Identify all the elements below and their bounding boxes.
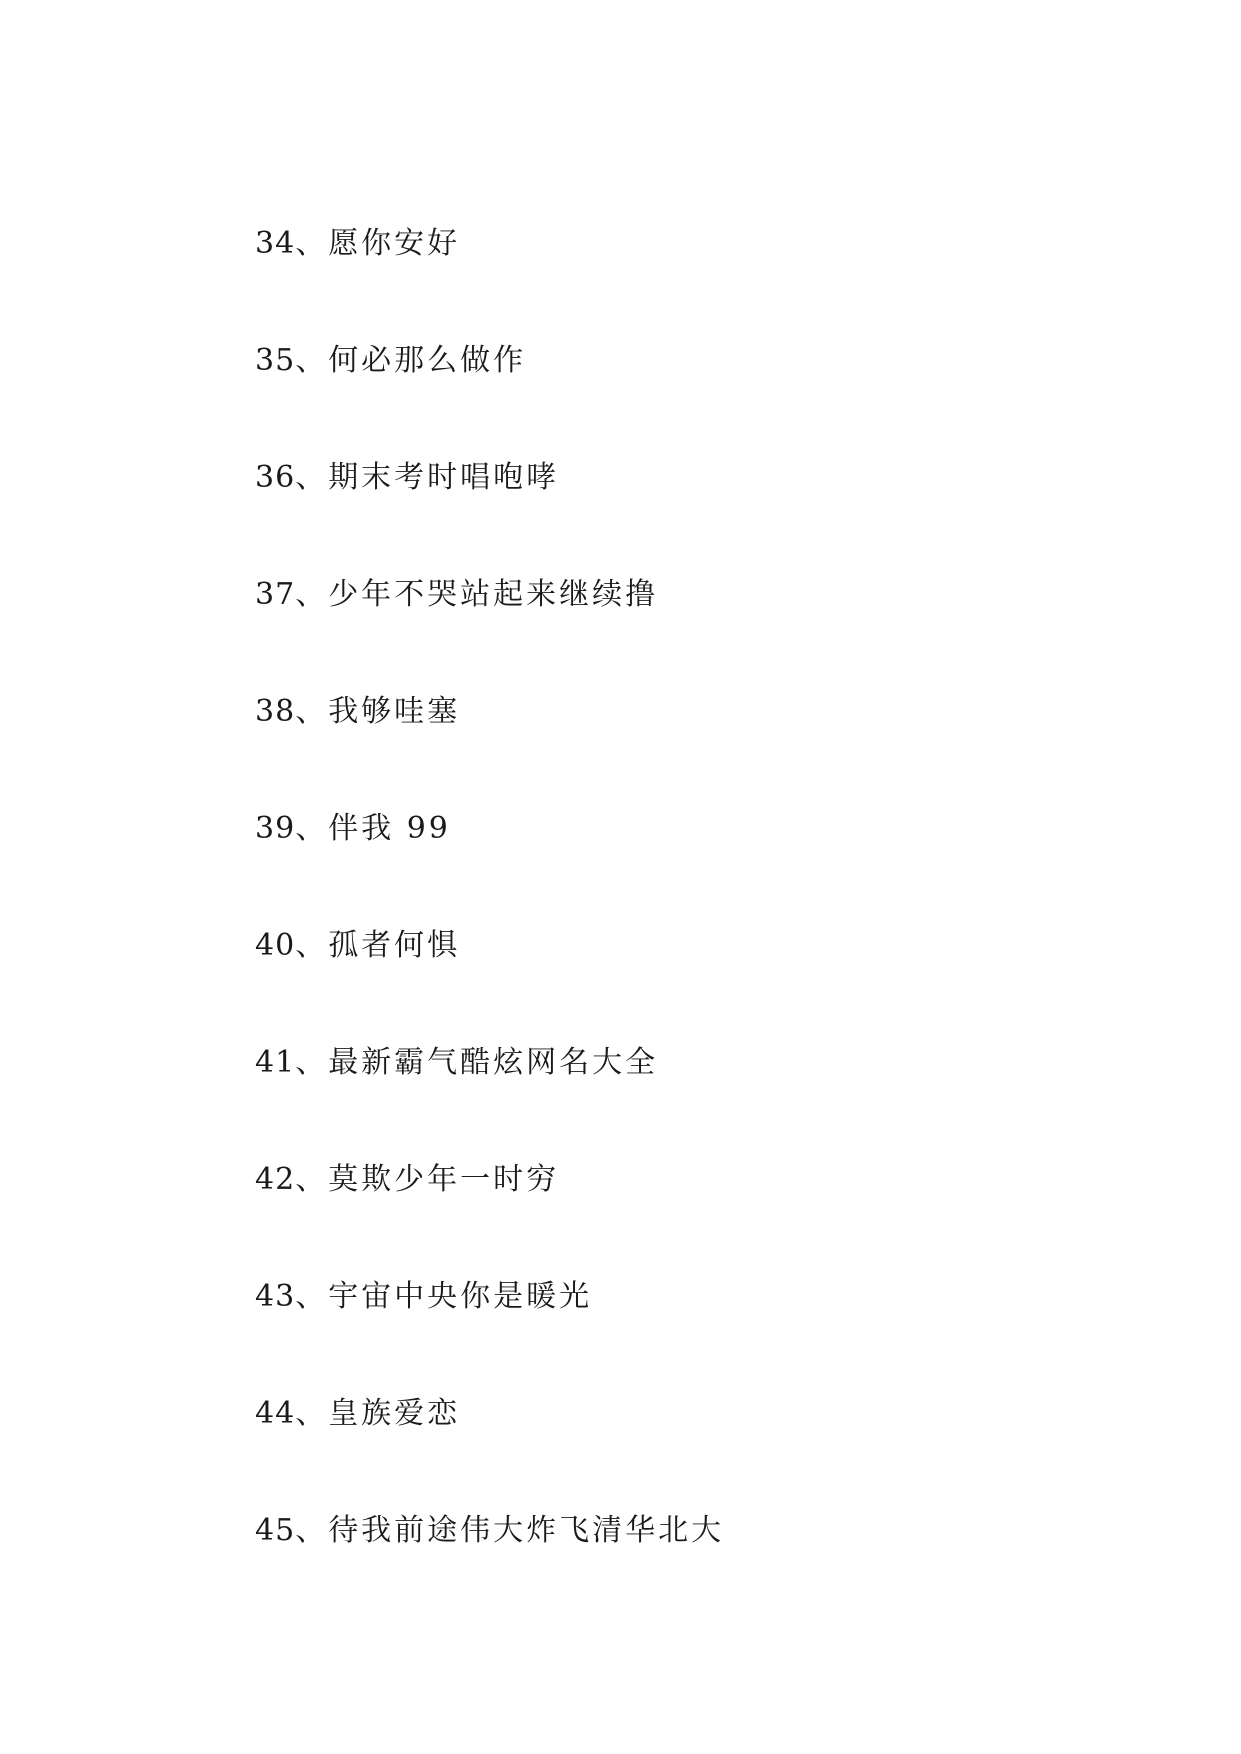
list-item: [255, 1509, 724, 1626]
item-text: 宇宙中央你是暖光: [328, 1279, 593, 1314]
item-number: 43: [255, 1279, 296, 1314]
item-separator: 、: [295, 460, 329, 495]
item-separator: 、: [295, 343, 329, 378]
item-text: 皇族爱恋: [328, 1396, 461, 1431]
item-separator: 、: [295, 577, 329, 612]
item-text: 愿你安好: [328, 226, 461, 261]
list-item: [255, 573, 724, 690]
item-number: 42: [255, 1162, 296, 1197]
item-separator: 、: [295, 1279, 329, 1314]
item-text: 莫欺少年一时穷: [328, 1162, 560, 1197]
list-item: [255, 1158, 724, 1275]
numbered-list: [255, 222, 724, 1626]
item-number: 34: [255, 226, 296, 261]
list-item: [255, 1275, 724, 1392]
item-text: 待我前途伟大炸飞清华北大: [328, 1513, 725, 1548]
item-text: 期末考时唱咆哮: [328, 460, 560, 495]
list-item: [255, 1392, 724, 1509]
item-number: 35: [255, 343, 296, 378]
item-number: 40: [255, 928, 296, 963]
item-text: 伴我 99: [328, 811, 451, 846]
item-separator: 、: [295, 1513, 329, 1548]
list-item: [255, 456, 724, 573]
item-separator: 、: [295, 811, 329, 846]
list-item: [255, 222, 724, 339]
item-text: 何必那么做作: [328, 343, 527, 378]
item-text: 少年不哭站起来继续撸: [328, 577, 659, 612]
item-separator: 、: [295, 1396, 329, 1431]
list-item: [255, 1041, 724, 1158]
list-item: [255, 690, 724, 807]
item-separator: 、: [295, 928, 329, 963]
item-text: 最新霸气酷炫网名大全: [328, 1045, 659, 1080]
item-number: 41: [255, 1045, 296, 1080]
list-item: [255, 807, 724, 924]
item-separator: 、: [295, 226, 329, 261]
item-separator: 、: [295, 1162, 329, 1197]
item-number: 38: [255, 694, 296, 729]
item-number: 45: [255, 1513, 296, 1548]
item-number: 37: [255, 577, 296, 612]
list-item: [255, 339, 724, 456]
item-number: 36: [255, 460, 296, 495]
item-number: 44: [255, 1396, 296, 1431]
item-text: 孤者何惧: [328, 928, 461, 963]
item-text: 我够哇塞: [328, 694, 461, 729]
list-item: [255, 924, 724, 1041]
item-separator: 、: [295, 1045, 329, 1080]
item-separator: 、: [295, 694, 329, 729]
item-number: 39: [255, 811, 296, 846]
